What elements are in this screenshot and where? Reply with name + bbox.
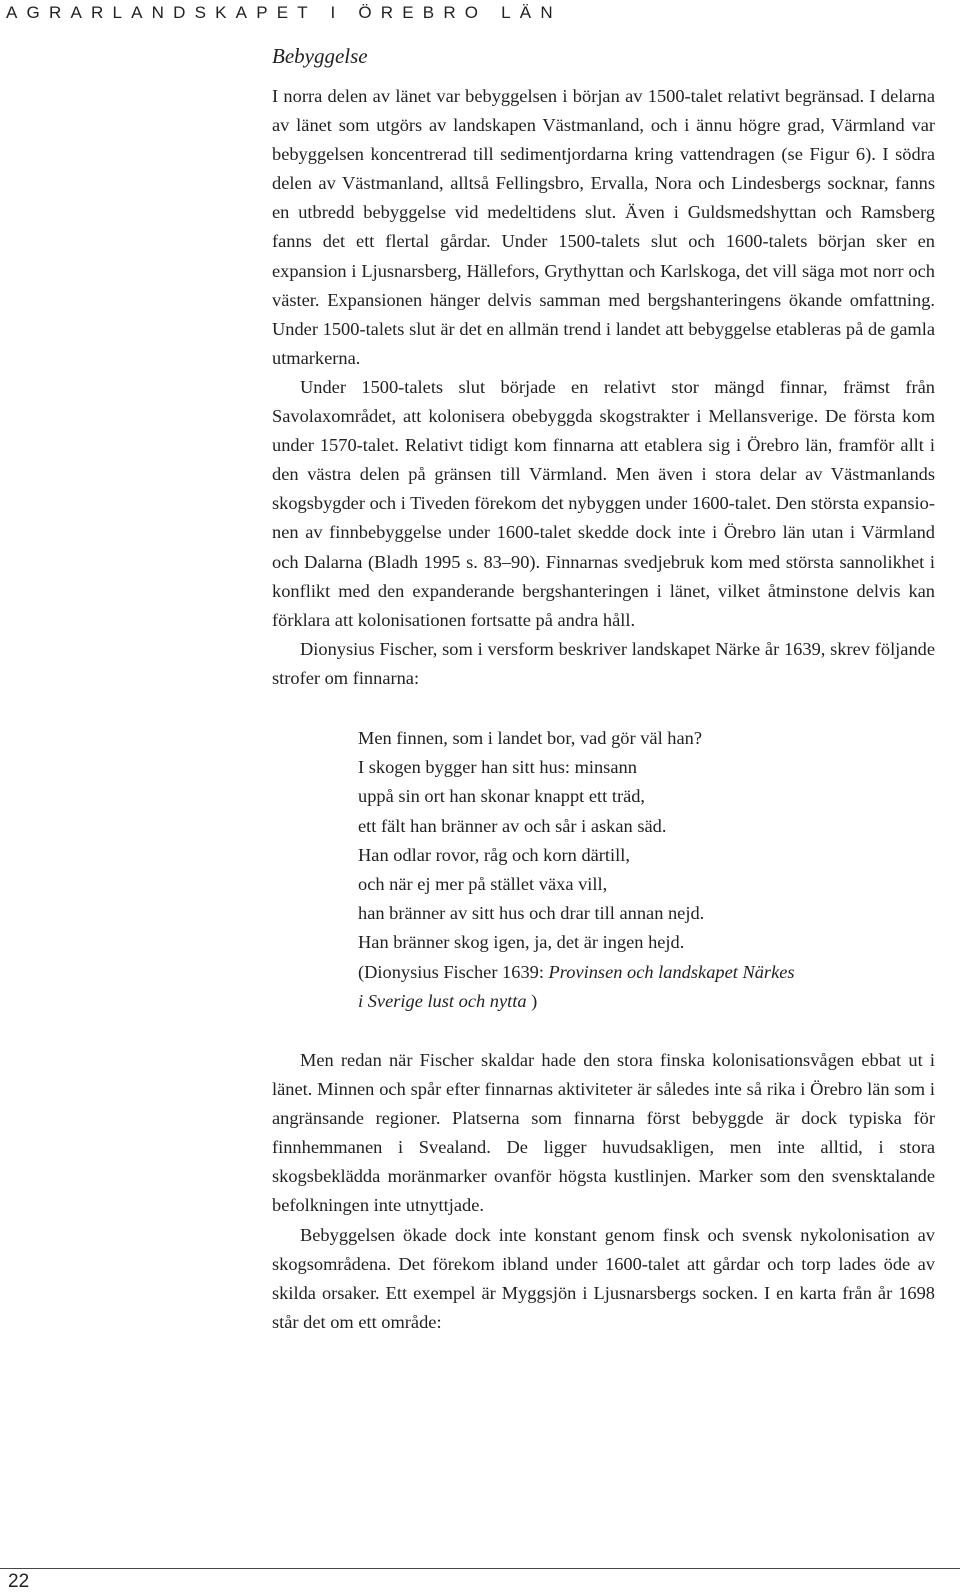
poem-line: Han bränner skog igen, ja, det är ingen hejd. [358,932,685,953]
poem-line: han bränner av sitt hus och drar till annan nejd. [358,903,705,924]
poem-source [358,958,935,987]
running-header: AGRARLANDSKAPET I ÖREBRO LÄN [6,3,562,22]
paragraph-5: Bebyggelsen ökade dock inte konstant genom finsk och svensk nykolonisation av skogsområdena. Det förekom ibland under 1600-talet att gårdar och torp lades öde av skilda orsaker. Ett exempel är Myggsjön i Ljusnarsbergs socken. I en karta från år 1698 står det om ett område: [272,1224,935,1332]
paragraph-2: Under 1500-talets slut började en relativt stor mängd finnar, främst från Savolaxområdet, att kolonisera obebyggda skogstrakter i Mellansverige. De första kom under 1570-talet. Relativt tidigt kom finnarna att etablera sig i Örebro län, framför allt i den västra delen på gränsen till Värmland. Men även i stora delar av Västmanlands skogsbygder och i Tiveden förekom det nybyggen under 1600-talet. Den största expansionen av finnbebyggelse under 1600-talet skedde dock inte i Örebro län utan i Värmland och Dalarna (Bladh 1995 s. 83–90). Finnarnas svedjebruk kom med största sannolikhet i konflikt med den expanderande bergshanteringen i länet, vilket åtminstone delvis kan förklara att kolonisationen fortsatte på andra håll. [272,376,935,630]
page-body [272,42,935,1337]
page-number: 22 [8,1571,30,1592]
poem-source-suffix: ) [526,990,538,1011]
poem-line: och när ej mer på stället växa vill, [358,873,608,894]
poem-line: uppå sin ort han skonar knappt ett träd, [358,786,646,807]
poem-source-title: Provinsen och landskapet Närkes [548,961,795,982]
paragraph-4: Men redan när Fischer skaldar hade den stora finska kolonisationsvågen ebbat ut i länet. Minnen och spår efter finnarnas aktiviteter är således inte så rika i Örebro län som i angränsande regioner. Platserna som finnarna först bebyggde är dock typiska för finnhemmanen i Svealand. De ligger huvudsakligen, men inte alltid, i stora skogsbeklädda moränmarker ovanför högsta kustlinjen. Marker som den svensktalande befolkningen inte utnyttjade. [272,1050,935,1216]
paragraph-3: Dionysius Fischer, som i versform beskriver landskapet Närke år 1639, skrev följande strofer om finnarna: [272,638,935,688]
poem-line: Men finnen, som i landet bor, vad gör väl han? [358,727,702,748]
section-title: Bebyggelse [272,44,368,68]
poem-line: ett fält han bränner av och sår i askan säd. [358,815,667,836]
poem-line: Han odlar rovor, råg och korn därtill, [358,844,630,865]
poem-source-cont [358,987,935,1016]
footer-rule [0,1568,960,1569]
poem-source-title-cont: i Sverige lust och nytta [358,990,527,1011]
poem-source-prefix: (Dionysius Fischer 1639: [358,961,549,982]
poem-line: I skogen bygger han sitt hus: minsann [358,757,637,778]
poem-block [358,724,935,1016]
paragraph-1: I norra delen av länet var bebyggelsen i början av 1500-talet relativt begränsad. I delarna av länet som utgörs av landskapen Västmanland, och i ännu högre grad, Värmland var bebyggelsen koncentrerad till sedimentjordarna kring vattendragen (se Figur 6). I södra delen av Västmanland, alltså Fellingsbro, Ervalla, Nora och Lindesbergs socknar, fanns en utbredd bebyggelse vid medeltidens slut. Även i Guldsmedshyttan och Ramsberg fanns det ett flertal gårdar. Under 1500-talets slut och 1600-talets början sker en expansion i Ljusnarsberg, Hällefors, Grythyttan och Karlskoga, det vill säga mot norr och väster. Expansionen hänger delvis samman med bergshanteringens ökande omfattning. Under 1500-talets slut är det en allmän trend i landet att bebyggelse etableras på de gamla utmarkerna. [272,86,935,368]
